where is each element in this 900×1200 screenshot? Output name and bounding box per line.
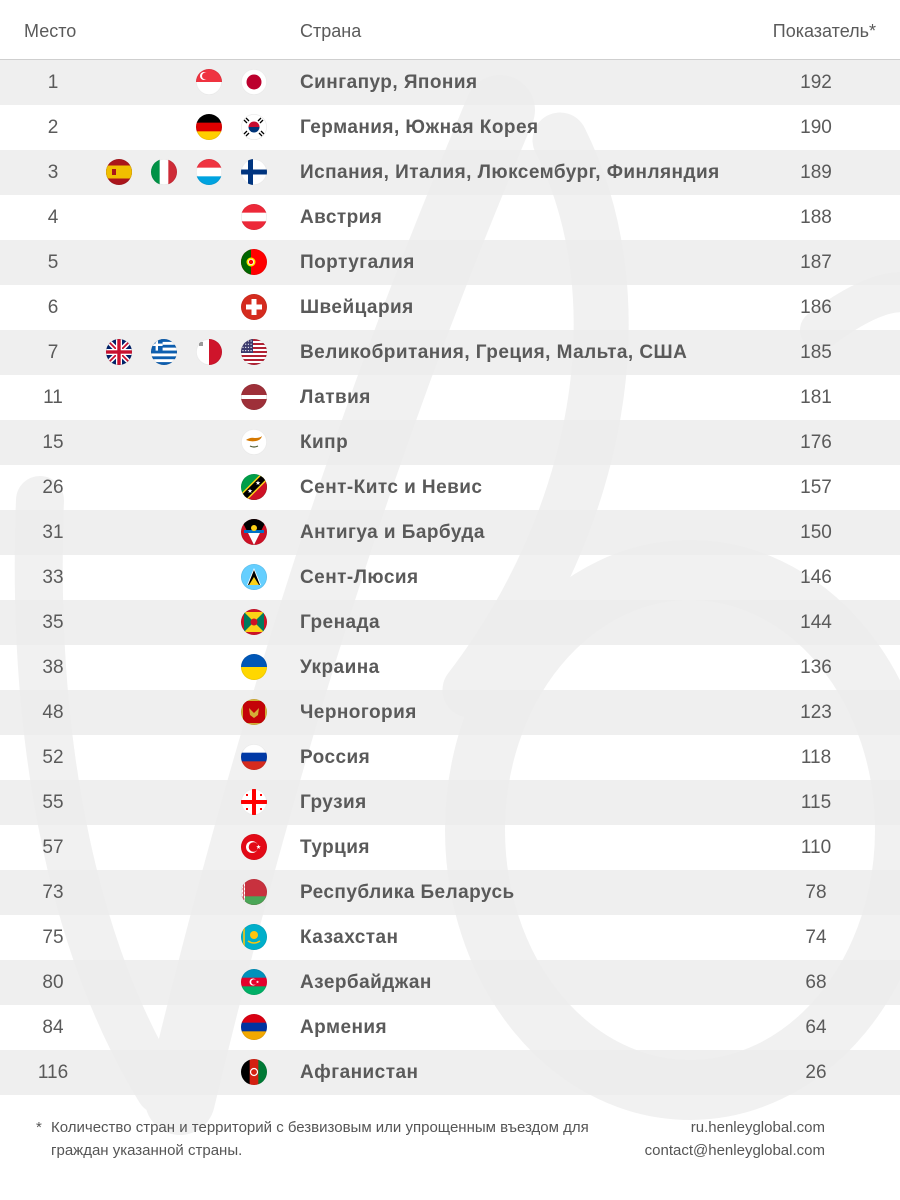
country-cell: Швейцария <box>300 297 414 318</box>
country-cell: Португалия <box>300 252 415 273</box>
score-cell: 188 <box>800 207 832 228</box>
saint-lucia-flag-icon <box>241 564 267 590</box>
country-cell: Азербайджан <box>300 972 432 993</box>
country-cell: Черногория <box>300 702 417 723</box>
russia-flag-icon <box>241 744 267 770</box>
rank-column-header: Место <box>24 21 77 41</box>
table-row <box>0 555 900 600</box>
country-cell: Афганистан <box>300 1062 419 1083</box>
country-cell: Испания, Италия, Люксембург, Финляндия <box>300 162 720 183</box>
country-cell: Республика Беларусь <box>300 882 515 903</box>
footnote <box>36 1116 611 1162</box>
portugal-flag-icon <box>241 249 267 275</box>
cyprus-flag-icon <box>241 429 267 455</box>
rank-cell: 31 <box>42 522 64 543</box>
germany-flag-icon <box>196 114 222 140</box>
score-cell: 136 <box>800 657 832 678</box>
country-cell: Сент-Люсия <box>300 567 419 588</box>
rank-cell: 48 <box>42 702 64 723</box>
malta-flag-icon <box>196 339 222 365</box>
country-cell: Украина <box>300 657 380 678</box>
score-cell: 157 <box>800 477 832 498</box>
table-row <box>0 330 900 375</box>
austria-flag-icon <box>241 204 267 230</box>
contact-info <box>645 1116 825 1162</box>
table-row <box>0 960 900 1005</box>
rank-cell: 26 <box>42 477 64 498</box>
country-cell: Грузия <box>300 792 367 813</box>
score-cell: 123 <box>800 702 832 723</box>
armenia-flag-icon <box>241 1014 267 1040</box>
table-row <box>0 915 900 960</box>
score-cell: 115 <box>800 792 832 813</box>
table-row <box>0 870 900 915</box>
table-row <box>0 420 900 465</box>
score-cell: 185 <box>800 342 832 363</box>
latvia-flag-icon <box>241 384 267 410</box>
rank-cell: 73 <box>42 882 64 903</box>
rank-cell: 57 <box>42 837 64 858</box>
country-cell: Австрия <box>300 207 383 228</box>
rank-cell: 4 <box>47 207 59 228</box>
country-cell: Казахстан <box>300 927 399 948</box>
score-cell: 74 <box>805 927 827 948</box>
country-cell: Турция <box>300 837 370 858</box>
website-link[interactable]: ru.henleyglobal.com <box>690 1119 825 1136</box>
score-cell: 189 <box>800 162 832 183</box>
score-cell: 64 <box>805 1017 827 1038</box>
rank-cell: 6 <box>47 297 59 318</box>
japan-flag-icon <box>241 69 267 95</box>
rank-cell: 80 <box>42 972 64 993</box>
country-column-header: Страна <box>300 21 362 41</box>
score-cell: 68 <box>805 972 827 993</box>
greece-flag-icon <box>151 339 177 365</box>
kazakhstan-flag-icon <box>241 924 267 950</box>
rank-cell: 11 <box>43 387 63 408</box>
luxembourg-flag-icon <box>196 159 222 185</box>
score-cell: 78 <box>805 882 827 903</box>
table-row <box>0 465 900 510</box>
montenegro-flag-icon <box>241 699 267 725</box>
turkey-flag-icon <box>241 834 267 860</box>
country-cell: Антигуа и Барбуда <box>300 522 485 543</box>
table-header <box>0 0 900 60</box>
table-row <box>0 825 900 870</box>
country-cell: Сингапур, Япония <box>300 72 478 93</box>
rank-cell: 116 <box>37 1062 69 1083</box>
rank-cell: 35 <box>42 612 64 633</box>
score-cell: 190 <box>800 117 832 138</box>
table-row <box>0 690 900 735</box>
footnote-text: Количество стран и территорий с безвизовым или упрощенным въездом для граждан указанной страны. <box>51 1119 589 1159</box>
country-cell: Россия <box>300 747 371 768</box>
score-cell: 176 <box>800 432 832 453</box>
table-row <box>0 60 900 105</box>
country-cell: Гренада <box>300 612 381 633</box>
rank-cell: 7 <box>47 342 59 363</box>
table-row <box>0 645 900 690</box>
rank-cell: 3 <box>47 162 59 183</box>
table-row <box>0 1050 900 1095</box>
rank-cell: 55 <box>42 792 64 813</box>
rank-cell: 75 <box>42 927 64 948</box>
score-cell: 110 <box>800 837 832 858</box>
table-row <box>0 1005 900 1050</box>
email-link[interactable]: contact@henleyglobal.com <box>644 1142 825 1159</box>
italy-flag-icon <box>151 159 177 185</box>
afghanistan-flag-icon <box>241 1059 267 1085</box>
table-row <box>0 150 900 195</box>
score-cell: 146 <box>800 567 832 588</box>
grenada-flag-icon <box>241 609 267 635</box>
score-cell: 187 <box>800 252 832 273</box>
finland-flag-icon <box>241 159 267 185</box>
georgia-flag-icon <box>241 789 267 815</box>
switzerland-flag-icon <box>241 294 267 320</box>
table-row <box>0 240 900 285</box>
singapore-flag-icon <box>196 69 222 95</box>
rank-cell: 5 <box>47 252 59 273</box>
score-cell: 118 <box>800 747 832 768</box>
country-cell: Армения <box>300 1017 388 1038</box>
table-row <box>0 105 900 150</box>
country-cell: Великобритания, Греция, Мальта, США <box>300 342 688 363</box>
country-cell: Кипр <box>300 432 349 453</box>
table-row <box>0 735 900 780</box>
table-row <box>0 375 900 420</box>
antigua-barbuda-flag-icon <box>241 519 267 545</box>
rank-cell: 38 <box>42 657 64 678</box>
country-cell: Сент-Китс и Невис <box>300 477 483 498</box>
table-row <box>0 600 900 645</box>
south-korea-flag-icon <box>241 114 267 140</box>
belarus-flag-icon <box>241 879 267 905</box>
score-cell: 26 <box>805 1062 827 1083</box>
uk-flag-icon <box>106 339 132 365</box>
score-cell: 150 <box>800 522 832 543</box>
rank-cell: 33 <box>42 567 64 588</box>
rank-cell: 52 <box>42 747 64 768</box>
score-cell: 192 <box>800 72 832 93</box>
rank-cell: 1 <box>47 72 59 93</box>
ranking-table <box>0 60 900 1095</box>
table-row <box>0 510 900 555</box>
rank-cell: 15 <box>42 432 64 453</box>
country-cell: Германия, Южная Корея <box>300 117 539 138</box>
usa-flag-icon <box>241 339 267 365</box>
rank-cell: 84 <box>42 1017 64 1038</box>
table-row <box>0 195 900 240</box>
spain-flag-icon <box>106 159 132 185</box>
footnote-marker: * <box>36 1119 42 1136</box>
azerbaijan-flag-icon <box>241 969 267 995</box>
score-column-header: Показатель* <box>772 21 876 41</box>
ukraine-flag-icon <box>241 654 267 680</box>
table-row <box>0 780 900 825</box>
score-cell: 186 <box>800 297 832 318</box>
table-row <box>0 285 900 330</box>
score-cell: 181 <box>800 387 832 408</box>
rank-cell: 2 <box>47 117 59 138</box>
country-cell: Латвия <box>300 387 371 408</box>
saint-kitts-nevis-flag-icon <box>241 474 267 500</box>
score-cell: 144 <box>800 612 832 633</box>
